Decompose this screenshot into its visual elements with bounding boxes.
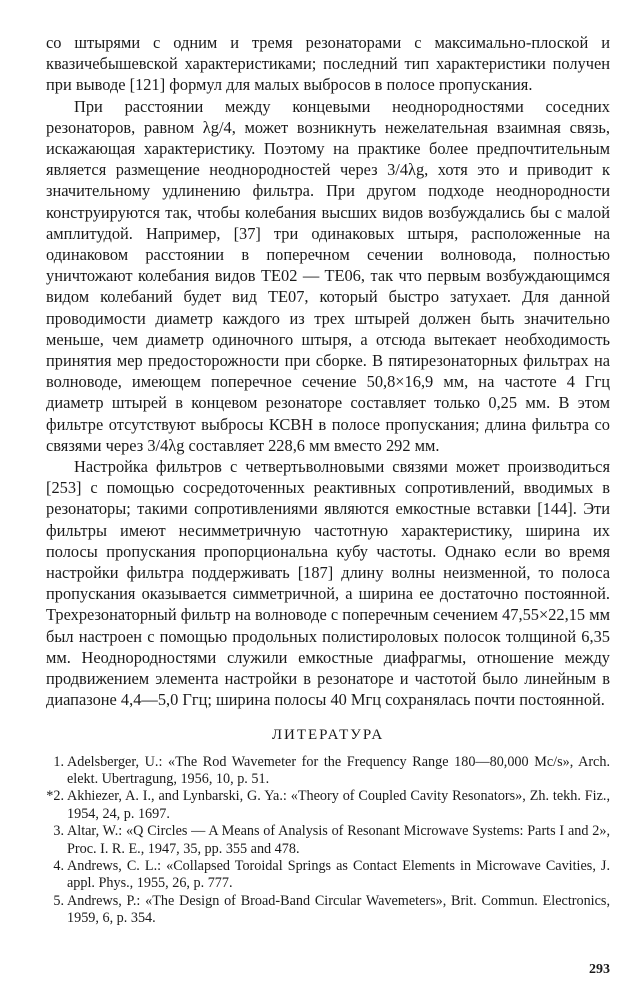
reference-text: Altar, W.: «Q Circles — A Means of Analysis of Resonant Microwave Systems: Parts I and 2», Proc. I. R. E., 1947, 35, pp. 355 and 478. [67,823,610,857]
reference-item [46,893,610,928]
paragraph-1: со штырями с одним и тремя резонаторами с максимально-плоской и квазичебышевской характеристиками; последний тип характеристики получен при выводе [121] формул для малых выбросов в полосе пропускания. [46,33,610,95]
reference-number: 1. [53,753,64,770]
paragraph-3: Настройка фильтров с четвертьволновыми связями может производиться [253] с помощью сосредоточенных реактивных сопротивлений, вводимых в резонаторы; такими сопротивлениями являются емкостные вставки [144]. Эти фильтры имеют несимметричную частотную характеристику, ширина их полосы пропускания пропорциональна кубу частоты. Однако если во время настройки фильтра поддерживать [187] длину волны неизменной, то полоса пропускания оказывается симметричной, а ширина ее достаточно постоянной. Трехрезонаторный фильтр на волноводе с поперечным сечением 47,55×22,15 мм был настроен с помощью продольных полистироловых полосок толщиной 6,35 мм. Неоднородностями служили емкостные диафрагмы, отношение между продвижением элемента настройки в резонаторе и частотой было линейным в диапазоне 4,4—5,0 Ггц; ширина полосы 40 Мгц сохранялась почти постоянной. [46,457,610,710]
reference-item [46,754,610,789]
reference-item [46,858,610,893]
page-number: 293 [589,962,610,977]
bibliography-heading: ЛИТЕРАТУРА [271,726,385,743]
reference-text: Andrews, C. L.: «Collapsed Toroidal Springs as Contact Elements in Microwave Cavities, J. appl. Phys., 1955, 26, p. 777. [67,857,610,892]
reference-number: 3. [53,823,64,840]
reference-text: Adelsberger, U.: «The Rod Wavemeter for the Frequency Range 180—80,000 Mc/s», Arch. elekt. Ubertragung, 1956, 10, p. 51. [67,753,610,787]
paragraph-2: При расстоянии между концевыми неоднородностями соседних резонаторов, равном λg/4, может возникнуть нежелательная взаимная связь, искажающая характеристику. Поэтому на практике более предпочтительным является размещение неоднородностей через 3/4λg, хотя это и приводит к значительному удлинению фильтра. При другом подходе неоднородности конструируются так, чтобы колебания высших видов возбуждались бы с малой амплитудой. Например, [37] три одинаковых штыря, расположенные на одинаковом расстоянии в поперечном сечении волновода, полностью уничтожают колебания видов TE02 — TE06, так что первым возбуждающимся видом колебаний будет вид TE07, который быстро затухает. Для данной проводимости диаметр каждого из трех штырей должен быть значительно меньше, чем диаметр одиночного штыря, а отсюда вытекает необходимость принятия мер предосторожности при сборке. В пятирезонаторных фильтрах на волноводе, имеющем поперечное сечение 50,8×16,9 мм, на частоте 4 Ггц диаметр штырей в концевом резонаторе составляет только 0,25 мм. В этом фильтре отсутствуют выбросы КСВН в полосе пропускания; длина фильтра со связями через 3/4λg составляет 228,6 мм вместо 292 мм. [46,96,610,455]
reference-item [46,788,610,823]
reference-text: Andrews, P.: «The Design of Broad-Band Circular Wavemeters», Brit. Commun. Electronics, 1959, 6, p. 354. [67,892,610,927]
reference-item [46,823,610,858]
reference-list [46,754,610,928]
reference-number: *2. [46,788,64,805]
reference-number: 5. [53,892,64,909]
reference-number: 4. [53,857,64,874]
reference-text: Akhiezer, A. I., and Lynbarski, G. Ya.: «Theory of Coupled Cavity Resonators», Zh. tekh. Fiz., 1954, 24, p. 1697. [67,788,610,822]
